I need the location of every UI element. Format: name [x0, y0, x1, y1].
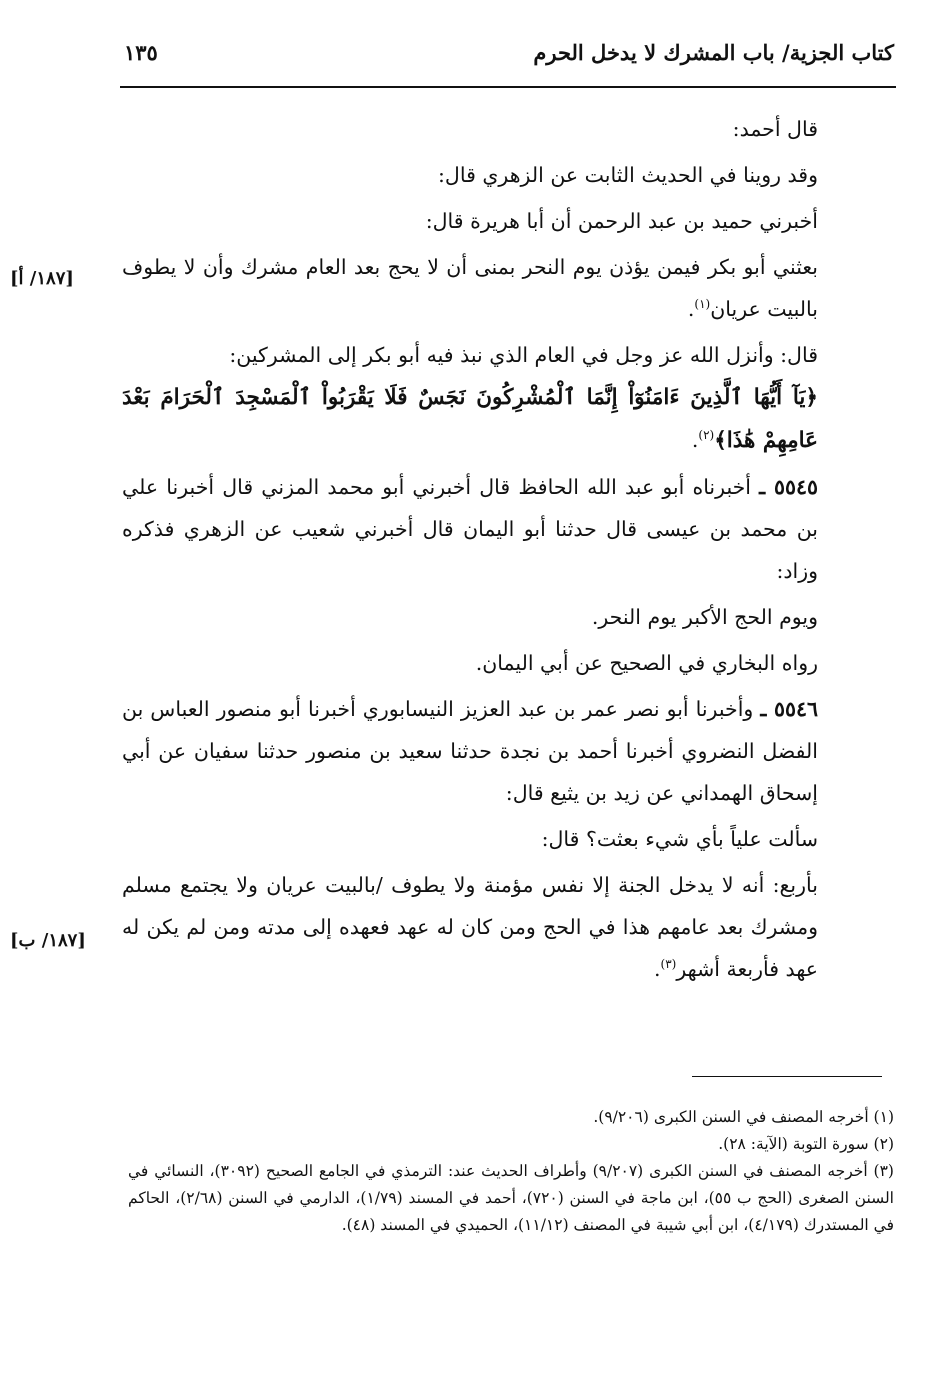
- paragraph-9: [122, 642, 818, 684]
- paragraph-4: [122, 246, 818, 330]
- paragraph-8: [122, 596, 818, 638]
- paragraph-11-text: سألت علياً بأي شيء بعثت؟ قال:: [541, 827, 818, 851]
- footnote-ref-1: (١): [694, 297, 711, 311]
- footnotes: [128, 1104, 894, 1239]
- paragraph-4-end: .: [687, 297, 695, 321]
- margin-folio-marker-a: [١٨٧/ أ]: [10, 268, 74, 289]
- paragraph-3: [122, 200, 818, 242]
- hadith-number-5545: ٥٥٤٥ ـ: [759, 475, 818, 499]
- paragraph-3-text: أخبرني حميد بن عبد الرحمن أن أبا هريرة قال:: [425, 209, 818, 233]
- page-number: ١٣٥: [124, 40, 158, 65]
- hadith-5546-text: وأخبرنا أبو نصر عمر بن عبد العزيز النيسابوري أخبرنا أبو منصور العباس بن الفضل النضروي أخبرنا أحمد بن نجدة حدثنا سعيد بن منصور حدثنا سفيان عن أبي إسحاق الهمداني عن زيد بن يثيع قال:: [122, 697, 818, 805]
- running-header-title: كتاب الجزية/ باب المشرك لا يدخل الحرم: [533, 40, 894, 65]
- footnote-ref-2: (٢): [698, 428, 715, 442]
- hadith-5546: [122, 688, 818, 814]
- paragraph-12: [122, 864, 818, 990]
- footnote-2: (٢) سورة التوبة (الآية: ٢٨).: [718, 1135, 894, 1153]
- footnote-divider: [692, 1076, 882, 1077]
- paragraph-4-text: بعثني أبو بكر فيمن يؤذن يوم النحر بمنى أن لا يحج بعد العام مشرك وأن لا يطوف بالبيت عريان: [122, 255, 818, 321]
- quran-verse-text: ﴿يَآ أَيُّهَا ٱلَّذِينَ ءَامَنُوٓاْ إِنَّمَا ٱلْمُشْرِكُونَ نَجَسٌ فَلَا يَقْرَبُواْ ٱلْمَسْجِدَ ٱلْحَرَامَ بَعْدَ عَامِهِمْ هَٰذَا﴾: [122, 385, 818, 453]
- paragraph-12-text: بأربع: أنه لا يدخل الجنة إلا نفس مؤمنة ولا يطوف /بالبيت عريان ولا يجتمع مسلم ومشرك بعد عامهم هذا في الحج ومن كان له عهد فعهده إلى مدته ومن لم يكن له عهد فأربعة أشهر: [122, 873, 818, 981]
- hadith-number-5546: ٥٥٤٦ ـ: [760, 697, 818, 721]
- main-text: [122, 108, 818, 994]
- paragraph-5-text: قال: وأنزل الله عز وجل في العام الذي نبذ فيه أبو بكر إلى المشركين:: [229, 343, 818, 367]
- footnote-3: (٣) أخرجه المصنف في السنن الكبرى (٩/٢٠٧) وأطراف الحديث عند: الترمذي في الجامع الصحيح (٣٠٩٢)، النسائي في السنن الصغرى (الحج ب ٥٥)، ابن ماجة في السنن (٧٢٠)، أحمد في المسند (١/٧٩)، الدارمي في السنن (٢/٦٨)، الحاكم في المستدرك (٤/١٧٩)، ابن أبي شيبة في المصنف (١١/١٢)، الحميدي في المسند (٤٨).: [128, 1162, 894, 1234]
- paragraph-11: [122, 818, 818, 860]
- paragraph-2: [122, 154, 818, 196]
- hadith-5545: [122, 466, 818, 592]
- paragraph-8-text: ويوم الحج الأكبر يوم النحر.: [591, 605, 818, 629]
- footnote-ref-3: (٣): [660, 957, 677, 971]
- quran-verse-end: .: [691, 428, 699, 452]
- paragraph-12-end: .: [654, 957, 661, 981]
- paragraph-2-text: وقد روينا في الحديث الثابت عن الزهري قال:: [438, 163, 818, 187]
- quran-verse: [122, 376, 818, 462]
- header-divider: [120, 86, 896, 88]
- paragraph-1: [122, 108, 818, 150]
- margin-folio-marker-b: [١٨٧/ ب]: [10, 930, 86, 951]
- paragraph-1-text: قال أحمد:: [732, 117, 818, 141]
- footnote-1: (١) أخرجه المصنف في السنن الكبرى (٩/٢٠٦).: [593, 1108, 894, 1126]
- paragraph-9-text: رواه البخاري في الصحيح عن أبي اليمان.: [475, 651, 818, 675]
- paragraph-5: [122, 334, 818, 376]
- hadith-5545-text: أخبرناه أبو عبد الله الحافظ قال أخبرني أبو محمد المزني قال أخبرنا علي بن محمد بن عيسى قال حدثنا أبو اليمان قال أخبرني شعيب عن الزهري فذكره وزاد:: [122, 475, 818, 583]
